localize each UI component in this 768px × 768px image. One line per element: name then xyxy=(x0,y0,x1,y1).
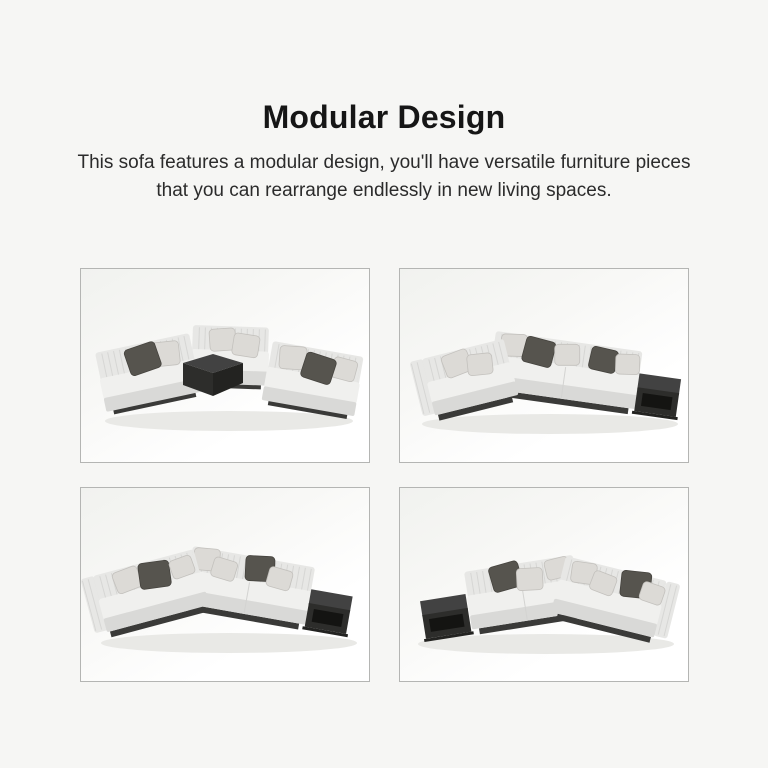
sofa-wing-right xyxy=(549,552,681,647)
page-title: Modular Design xyxy=(262,99,506,135)
sofa-run-right xyxy=(180,542,358,638)
floor-shadow xyxy=(101,633,357,653)
end-table-left xyxy=(418,594,474,642)
sofa-illustration-l-right xyxy=(400,269,688,462)
sofa-illustration-l-left xyxy=(400,488,688,681)
sofa-config-image-4 xyxy=(399,487,689,682)
sofa-config-image-2 xyxy=(399,268,689,463)
sofa-illustration-l-right-variant xyxy=(81,488,369,681)
floor-shadow xyxy=(105,411,353,431)
sofa-illustration-corner xyxy=(81,269,369,462)
page-description: This sofa features a modular design, you'll have versatile furniture pieces that you can rearrange endlessly in new living spaces. xyxy=(77,152,691,201)
configuration-gallery xyxy=(80,268,689,682)
sofa-run-right xyxy=(486,330,686,421)
sofa-wing-left xyxy=(81,549,211,641)
sofa-module-right xyxy=(260,341,364,420)
floor-shadow xyxy=(422,414,678,434)
sofa-config-image-3 xyxy=(80,487,370,682)
sofa-wing-left xyxy=(409,338,520,424)
sofa-config-image-1 xyxy=(80,268,370,463)
end-table-right xyxy=(631,373,682,420)
